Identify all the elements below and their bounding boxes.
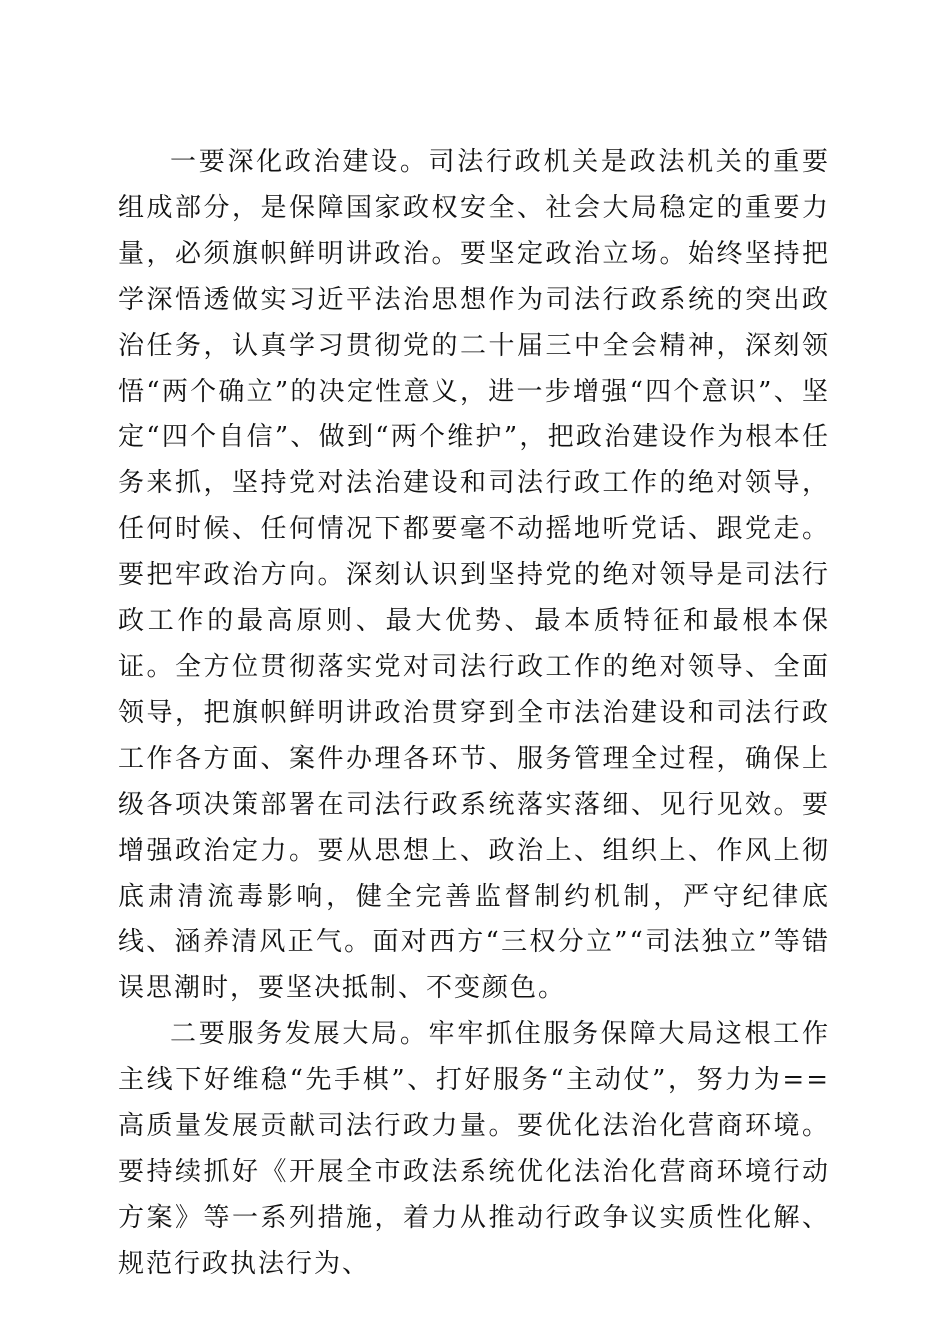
paragraph-serve-development: 二要服务发展大局。牢牢抓住服务保障大局这根工作主线下好维稳“先手棋”、打好服务“主动仗”，努力为==高质量发展贡献司法行政力量。要优化法治化营商环境。要持续抓好《开展全市政法系统优化法治化营商环境行动方案》等一系列措施，着力从推动行政争议实质性化解、规范行政执法行为、 <box>118 1019 830 1279</box>
document-body <box>118 140 830 1288</box>
paragraph-political-building: 一要深化政治建设。司法行政机关是政法机关的重要组成部分，是保障国家政权安全、社会大局稳定的重要力量，必须旗帜鲜明讲政治。要坚定政治立场。始终坚持把学深悟透做实习近平法治思想作为司法行政系统的突出政治任务，认真学习贯彻党的二十届三中全会精神，深刻领悟“两个确立”的决定性意义，进一步增强“四个意识”、坚定“四个自信”、做到“两个维护”，把政治建设作为根本任务来抓，坚持党对法治建设和司法行政工作的绝对领导，任何时候、任何情况下都要毫不动摇地听党话、跟党走。要把牢政治方向。深刻认识到坚持党的绝对领导是司法行政工作的最高原则、最大优势、最本质特征和最根本保证。全方位贯彻落实党对司法行政工作的绝对领导、全面领导，把旗帜鲜明讲政治贯穿到全市法治建设和司法行政工作各方面、案件办理各环节、服务管理全过程，确保上级各项决策部署在司法行政系统落实落细、见行见效。要增强政治定力。要从思想上、政治上、组织上、作风上彻底肃清流毒影响，健全完善监督制约机制，严守纪律底线、涵养清风正气。面对西方“三权分立”“司法独立”等错误思潮时，要坚决抵制、不变颜色。 <box>118 147 830 1004</box>
